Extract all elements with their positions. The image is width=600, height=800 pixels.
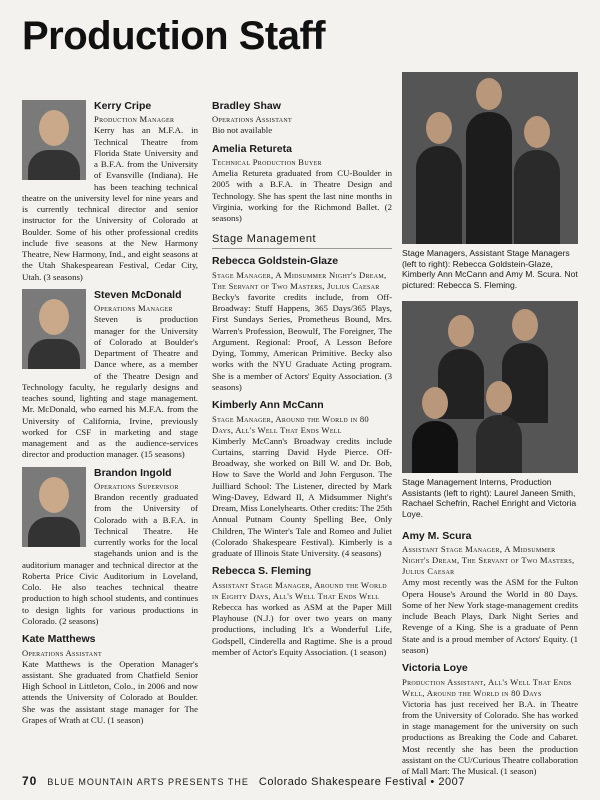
staff-role: Technical Production Buyer: [212, 157, 322, 168]
staff-entry: [402, 662, 578, 777]
staff-name: Rebecca S. Fleming: [212, 565, 312, 578]
staff-entry: [22, 289, 198, 461]
staff-bio: Brandon recently graduated from the University of Colorado with a B.F.A. in Technical Theatre. He currently works for the local stagehands union and is the auditorium manager and technical director at the Roberta Price Civic Auditorium in Loveland, Colo. He also teaches technical theatre production to high school students, and continues to design lights for various productions in Colorado. (2 seasons): [22, 492, 198, 626]
photo-caption: Stage Management Interns, Production Assistants (left to right): Laurel Janeen Smith, Rachael Schefrin, Rachel Enright and Victoria Loye.: [402, 476, 577, 520]
staff-name: Rebecca Goldstein-Glaze: [212, 255, 339, 268]
page-number: 70: [22, 774, 38, 788]
staff-bio: Amy most recently was the ASM for the Fulton Opera House's Around the World in 80 Days. Some of her New York stage-management credits include Beach Plays, Dark Night Series and Revenge of a King. She is a graduate of Penn State and is a proud member of Actors' Equity. (1 season): [402, 577, 578, 655]
staff-name: Steven McDonald: [94, 288, 182, 301]
staff-role: Stage Manager, Around the World in 80 Days, All's Well That Ends Well: [212, 413, 370, 435]
staff-photo: [22, 467, 86, 547]
staff-bio: Victoria has just received her B.A. in Theatre from the University of Colorado. She has worked in stage management for the university on such productions as Breaking the Code and Cabaret. Most recently she has been the production assistant on the CU/Curious Theatre collaboration of Mall Mart: The Musical. (1 season): [402, 698, 578, 776]
group-photo-stage-managers: [402, 72, 578, 244]
staff-role: Production Manager: [94, 114, 175, 125]
staff-role: Assistant Stage Manager, Around the World in Eighty Days, All's Well That Ends Well: [212, 579, 387, 601]
staff-bio: Amelia Retureta graduated from CU-Boulder in 2005 with a B.F.A. in Theatre Design and Technology. She has spent the last nine months in Virginia, working for the Richmond Ballet. (2 seasons): [212, 168, 392, 224]
staff-entry: [212, 399, 392, 559]
staff-name: Kimberly Ann McCann: [212, 399, 324, 412]
column-2: [212, 100, 392, 664]
staff-role: Assistant Stage Manager, A Midsummer Night's Dream, The Servant of Two Masters, Julius Caesar: [402, 544, 575, 577]
staff-photo: [22, 289, 86, 369]
footer-presenter: BLUE MOUNTAIN ARTS PRESENTS THE: [47, 777, 249, 787]
staff-bio: Kate Matthews is the Operation Manager's assistant. She graduated from Chatfield Senior High School in Littleton, Colo., in 2006 and now attends the University of Colorado at Boulder. She was the assistant stage manager for The Grapes of Wrath at CU. (1 season): [22, 658, 198, 725]
staff-entry: [22, 633, 198, 726]
staff-name: Amelia Retureta: [212, 142, 292, 155]
staff-bio: Rebecca has worked as ASM at the Paper Mill Playhouse (N.J.) for over two years on many productions, including It's a Wonderful Life, Godspell, Cinderella and Ragtime. She is a proud member of Actor's Equity Association. (1 season): [212, 601, 392, 657]
photo-caption: Stage Managers, Assistant Stage Managers (left to right): Rebecca Goldstein-Glaze, Kimberly Ann McCann and Amy M. Scura. Not pictured: Rebecca S. Fleming.: [402, 248, 578, 291]
staff-role: Operations Assistant: [212, 114, 292, 125]
staff-role: Operations Supervisor: [94, 481, 179, 492]
staff-entry: [402, 530, 578, 656]
staff-entry: [22, 467, 198, 627]
staff-bio: Kerry has an M.F.A. in Technical Theatre from Florida State University and a B.F.A. from the University of Evansville (Indiana). He has been teaching technical theatre on the university level for nine years and is currently technical director and senior instructor for the University of Colorado at Boulder. Some of his other professional credits include five seasons at the New Harmony Theatre, New Harmony, Ind., and eight seasons at the Utah Shakespearean Festival, Cedar City, Utah. (3 seasons): [22, 125, 198, 282]
page-footer: [22, 774, 578, 788]
staff-entry: [212, 255, 392, 393]
staff-role: Stage Manager, A Midsummer Night's Dream, The Servant of Two Masters, Julius Caesar: [212, 269, 387, 291]
staff-bio: Becky's favorite credits include, from Off-Broadway: Stuff Happens, 365 Days/365 Plays, First Sundays Series, Prometheus Bound, Mrs. Warren's Profession, Beowulf, The Foreigner, The Argument. Regional: Proof, A Lesson Before Dying, Tommy, American Primitive. Becky also works with the NYU Graduate Acting program. She is a member of Actors' Equity Association. (3 seasons): [212, 291, 392, 392]
staff-photo: [22, 100, 86, 180]
staff-role: Production Assistant, All's Well That Ends Well, Around the World in 80 Days: [402, 676, 572, 698]
staff-entry: [212, 565, 392, 658]
staff-bio: Kimberly McCann's Broadway credits include Curtains, starring David Hyde Pierce. Off-Broadway, she worked on Bill W. and Dr. Bob, How to Save the World and John Ferguson. The Juilliard School: The Listener, directed by Mark Wing-Davey, Edward II, A Midsummer Night's Dream, Miss Lonelyhearts. Other credits: The 25th Annual Putnam County Spelling Bee, Only Children, The Winter's Tale and Romeo and Juliet (Colorado Shakespeare Festival). Kimberly is a graduate of Illinois State University. (4 seasons): [212, 435, 392, 559]
column-1: [22, 100, 198, 732]
section-heading: Stage Management: [212, 232, 392, 249]
page-title: Production Staff: [22, 14, 326, 58]
staff-entry: [22, 100, 198, 283]
column-3: [402, 72, 578, 783]
staff-bio: Steven is production manager for the University of Colorado at Boulder's Department of Theatre and Dance where, as a member of the Theatre Design and Technology faculty, he regularly designs and teaches sound, lighting and stage management. Mr. McDonald, who earned his M.F.A. from the University of California, Irvine, previously worked for CSF in marketing and stage management and as the audience-services director and production manager. (15 seasons): [22, 314, 198, 460]
staff-role: Operations Manager: [94, 303, 173, 314]
staff-name: Brandon Ingold: [94, 466, 172, 479]
staff-entry: [212, 100, 392, 137]
staff-role: Operations Assistant: [22, 647, 102, 658]
staff-name: Victoria Loye: [402, 662, 468, 675]
footer-festival: Colorado Shakespeare Festival • 2007: [258, 776, 465, 788]
staff-name: Kerry Cripe: [94, 100, 152, 112]
staff-name: Bradley Shaw: [212, 100, 281, 112]
group-photo-interns: [402, 301, 578, 473]
staff-entry: [212, 143, 392, 225]
staff-bio: Bio not available: [212, 125, 273, 136]
staff-name: Kate Matthews: [22, 633, 96, 646]
staff-name: Amy M. Scura: [402, 529, 472, 542]
